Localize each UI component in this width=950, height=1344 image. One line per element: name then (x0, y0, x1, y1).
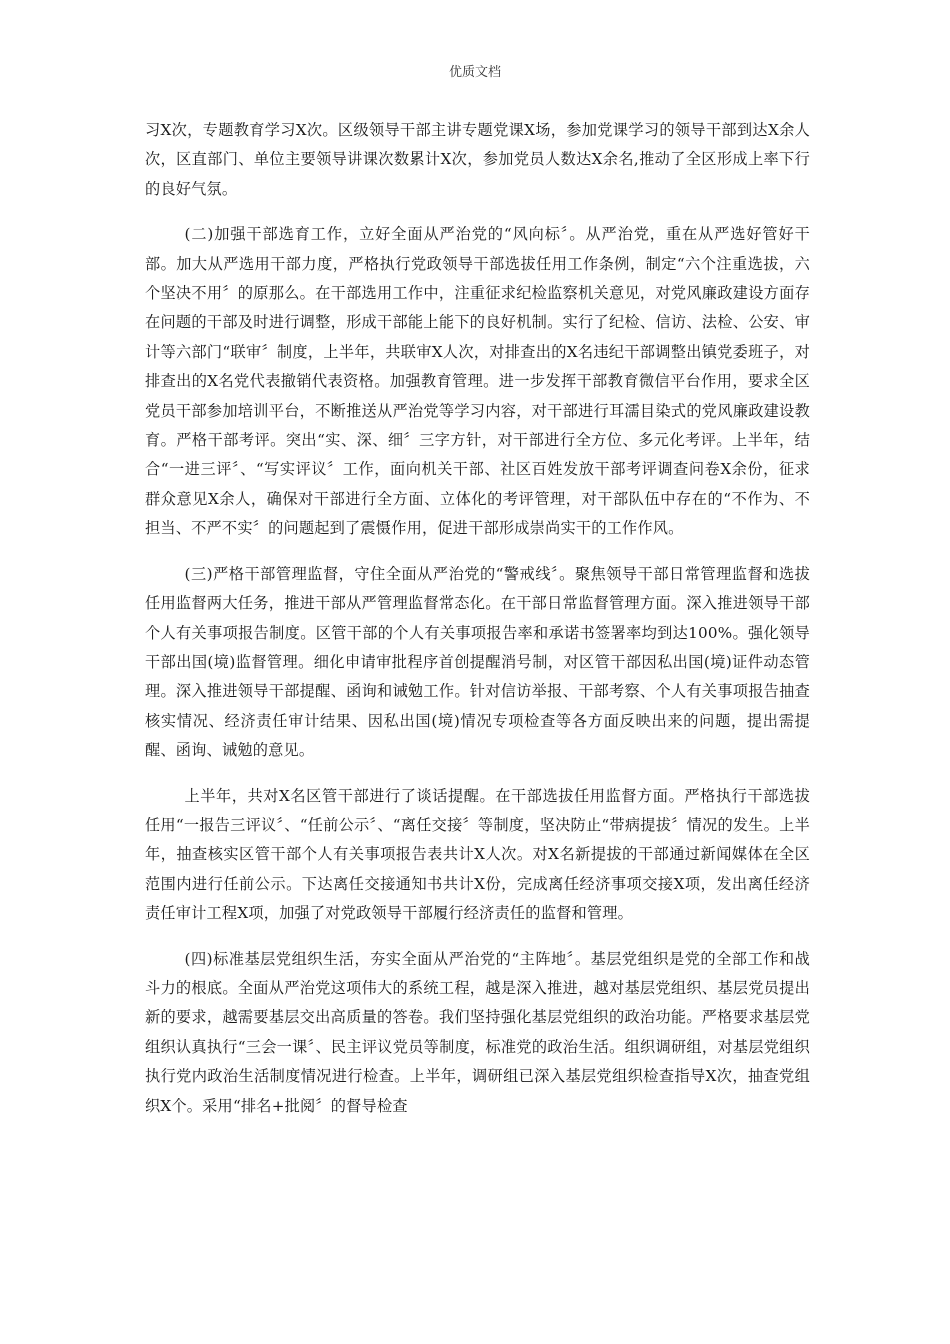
paragraph-gap (145, 766, 810, 782)
page-header: 优质文档 (448, 65, 501, 80)
paragraph-5: (四)标准基层党组织生活，夯实全面从严治党的“主阵地〞。基层党组织是党的全部工作和战斗力的根底。全面从严治党这项伟大的系统工程，越是深入推进，越对基层党组织、基层党员提出新的要求，越需要基层交出高质量的答卷。我们坚持强化基层党组织的政治功能。严格要求基层党组织认真执行“三会一课〞、民主评议党员等制度，标准党的政治生活。组织调研组，对基层党组织执行党内政治生活制度情况进行检查。上半年，调研组已深入基层党组织检查指导X次，抽查党组织X个。采用“排名+批阅〞的督导检查 (145, 949, 810, 1115)
document-body (145, 116, 810, 1121)
paragraph-3: (三)严格干部管理监督，守住全面从严治党的“警戒线〞。聚焦领导干部日常管理监督和选拔任用监督两大任务，推进干部从严管理监督常态化。在干部日常监督管理方面。深入推进领导干部个人有关事项报告制度。区管干部的个人有关事项报告率和承诺书签署率均到达100%。强化领导干部出国(境)监督管理。细化申请审批程序首创提醒消号制，对区管干部因私出国(境)证件动态管理。深入推进领导干部提醒、函询和诫勉工作。针对信访举报、干部考察、个人有关事项报告抽查核实情况、经济责任审计结果、因私出国(境)情况专项检查等各方面反映出来的问题，提出需提醒、函询、诫勉的意见。 (145, 564, 810, 760)
paragraph-1: 习X次，专题教育学习X次。区级领导干部主讲专题党课X场，参加党课学习的领导干部到达X余人次，区直部门、单位主要领导讲课次数累计X次，参加党员人数达X余名,推动了全区形成上率下行的良好气氛。 (145, 121, 810, 198)
paragraph-4: 上半年，共对X名区管干部进行了谈话提醒。在干部选拔任用监督方面。严格执行干部选拔任用“一报告三评议〞、“任前公示〞、“离任交接〞等制度，坚决防止“带病提拔〞情况的发生。上半年，抽查核实区管干部个人有关事项报告表共计X人次。对X名新提拔的干部通过新闻媒体在全区范围内进行任前公示。下达离任交接通知书共计X份，完成离任经济事项交接X项，发出离任经济责任审计工程X项，加强了对党政领导干部履行经济责任的监督和管理。 (145, 786, 810, 923)
paragraph-2: (二)加强干部选育工作，立好全面从严治党的“风向标〞。从严治党，重在从严选好管好干部。加大从严选用干部力度，严格执行党政领导干部选拔任用工作条例，制定“六个注重选拔，六个坚决不用〞的原那么。在干部选用工作中，注重征求纪检监察机关意见，对党风廉政建设方面存在问题的干部及时进行调整，形成干部能上能下的良好机制。实行了纪检、信访、法检、公安、审计等六部门“联审〞制度，上半年，共联审X人次，对排查出的X名违纪干部调整出镇党委班子，对排查出的X名党代表撤销代表资格。加强教育管理。进一步发挥干部教育微信平台作用，要求全区党员干部参加培训平台，不断推送从严治党等学习内容，对干部进行耳濡目染式的党风廉政建设教育。严格干部考评。突出“实、深、细〞三字方针，对干部进行全方位、多元化考评。上半年，结合“一进三评〞、“写实评议〞工作，面向机关干部、社区百姓发放干部考评调查问卷X余份，征求群众意见X余人，确保对干部进行全方面、立体化的考评管理，对干部队伍中存在的“不作为、不担当、不严不实〞的问题起到了震慑作用，促进干部形成崇尚实干的工作作风。 (145, 225, 810, 538)
paragraph-gap (145, 204, 810, 220)
paragraph-gap (145, 929, 810, 945)
paragraph-gap (145, 544, 810, 560)
